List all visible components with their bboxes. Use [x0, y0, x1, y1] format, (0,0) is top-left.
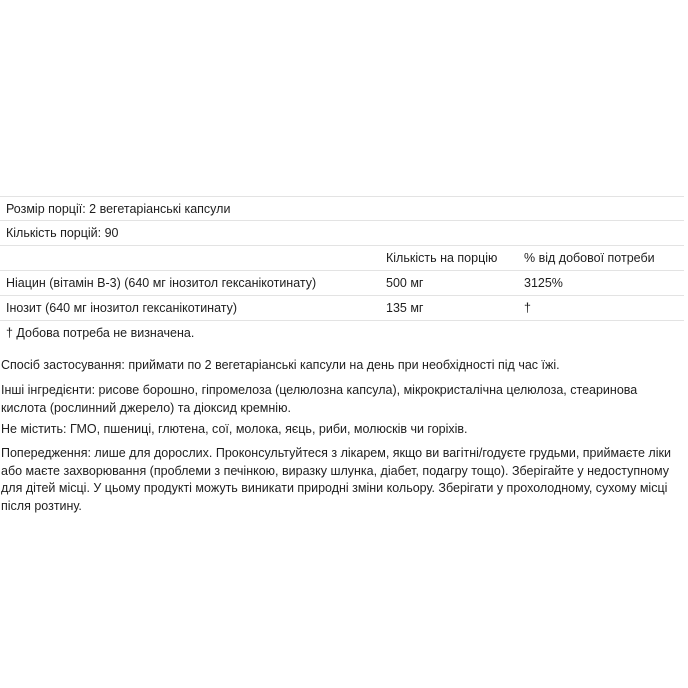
supplement-facts-table [0, 196, 684, 346]
daily-value-header: % від добової потреби [524, 251, 655, 265]
servings-per-container: Кількість порцій: 90 [6, 226, 119, 240]
table-row [0, 296, 684, 321]
serving-size: Розмір порції: 2 вегетаріанські капсули [6, 202, 231, 216]
other-ingredients-text: Інші інгредієнти: рисове борошно, гіпромелоза (целюлозна капсула), мікрокристалічна целюлоза, стеаринова кислота (рослинний джерело) та діоксид кремнію. [1, 383, 638, 415]
directions-text: Спосіб застосування: приймати по 2 вегетаріанські капсули на день при необхідності під час їжі. [1, 358, 560, 372]
free-of-text: Не містить: ГМО, пшениці, глютена, сої, молока, яєць, риби, молюсків чи горіхів. [1, 422, 468, 436]
facts-header-row [0, 246, 684, 271]
serving-size-row [0, 196, 684, 221]
ingredient-name: Інозит (640 мг інозитол гексанікотинату) [6, 301, 238, 315]
servings-per-container-row [0, 221, 684, 246]
ingredient-name: Ніацин (вітамін B-3) (640 мг інозитол гексанікотинату) [6, 276, 317, 290]
footnote: † Добова потреба не визначена. [6, 326, 195, 340]
table-row [0, 271, 684, 296]
ingredient-amount: 135 мг [386, 301, 424, 315]
ingredient-dv: 3125% [524, 276, 563, 290]
footnote-row [0, 321, 684, 346]
warnings-text: Попередження: лише для дорослих. Проконсультуйтеся з лікарем, якщо ви вагітні/годуєте грудьми, приймаєте ліки або маєте захворювання (проблеми з печінкою, виразку шлунка, діабет, подагру тощо). Зберігайте у недоступному для дітей місці. У цьому продукті можуть виникати природні зміни кольору. Зберігати у прохолодному, сухому місці після розтину. [1, 446, 671, 513]
ingredient-dv: † [524, 301, 531, 315]
amount-per-serving-header: Кількість на порцію [386, 251, 498, 265]
ingredient-amount: 500 мг [386, 276, 424, 290]
